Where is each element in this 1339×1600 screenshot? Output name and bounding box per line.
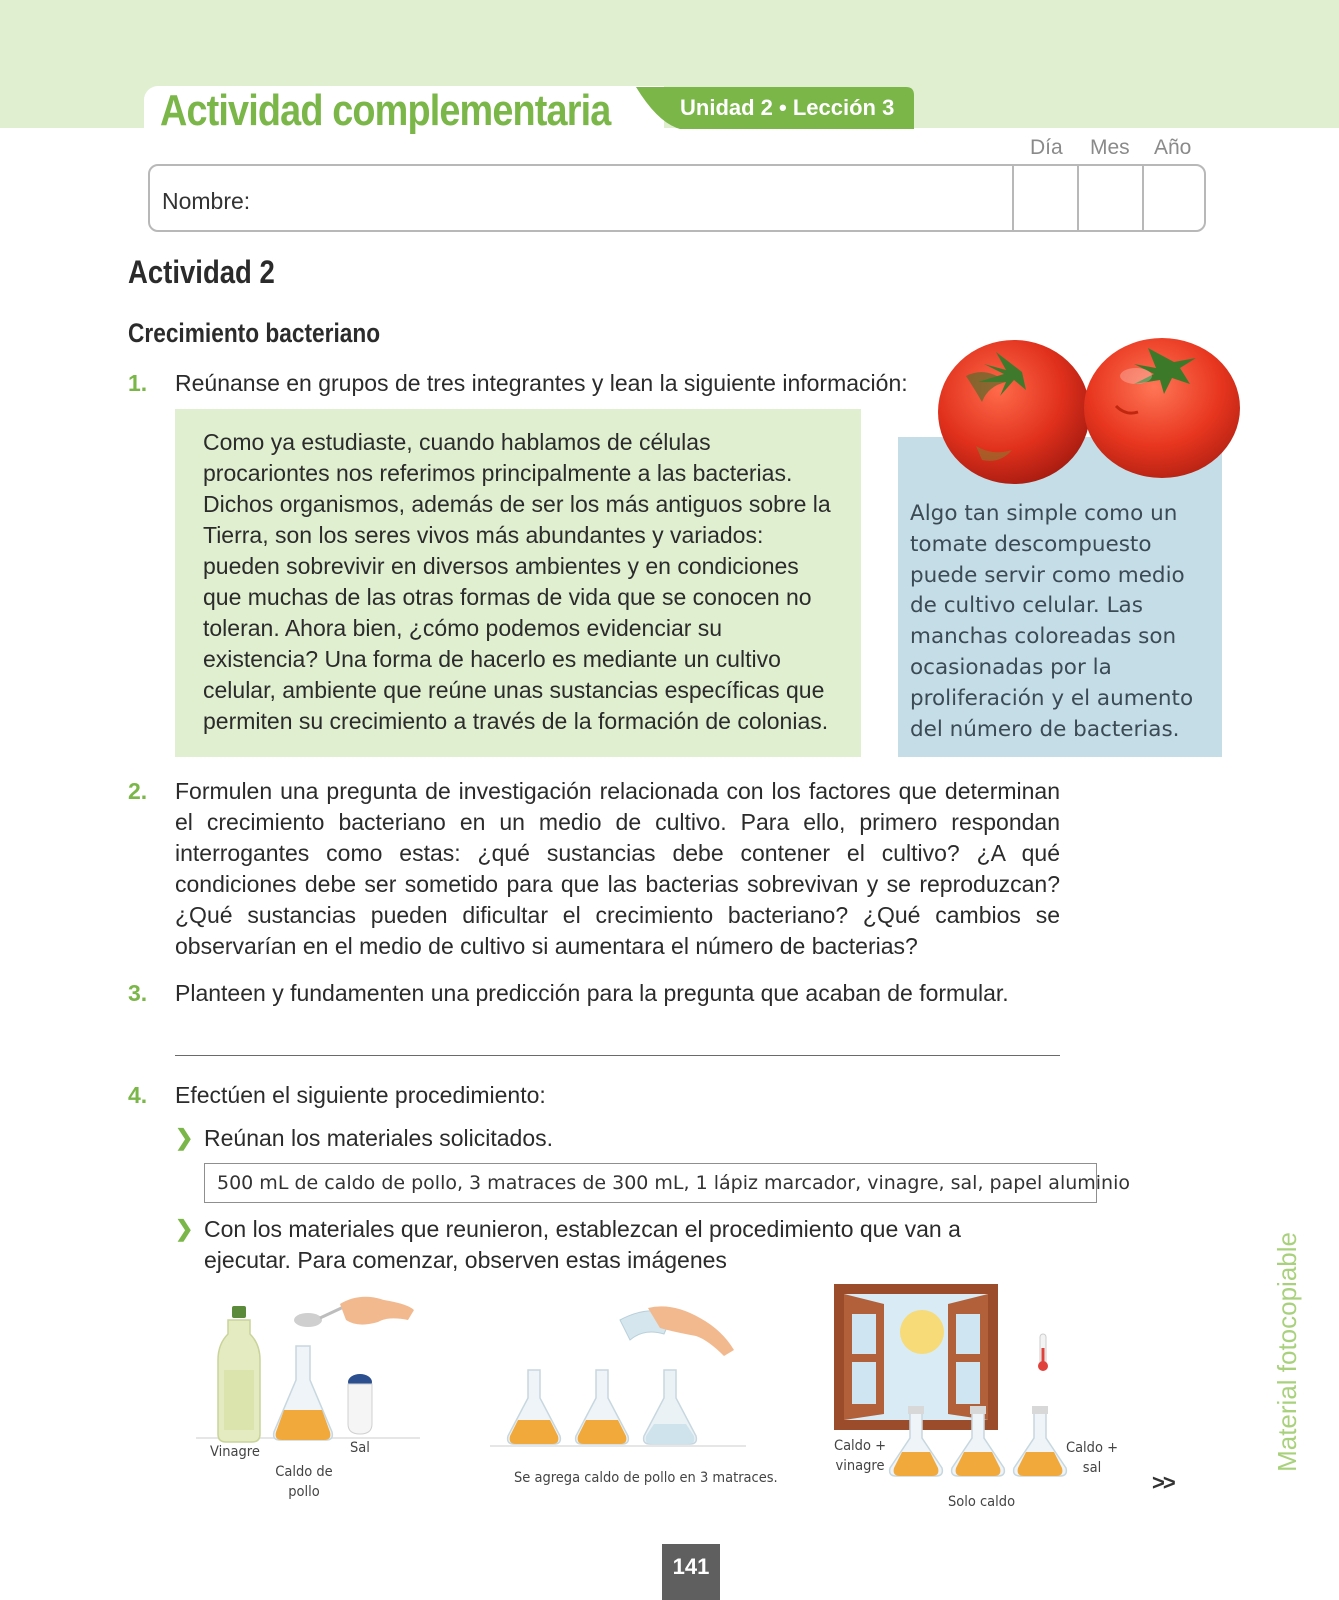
date-day-field[interactable]	[1012, 166, 1077, 230]
materials-box	[204, 1163, 1130, 1203]
caption-broth-only: Solo caldo	[948, 1494, 1016, 1510]
item-number-4: 4.	[128, 1082, 148, 1108]
name-label: Nombre:	[162, 188, 251, 214]
procedure-step-2: Con los materiales que reunieron, establezcan el procedimiento que van a ejecutar. Para comenzar, observen estas imágenes	[204, 1216, 961, 1273]
bullet-chevron-icon: ❯	[175, 1125, 194, 1150]
date-month-field[interactable]	[1077, 166, 1142, 230]
unit-badge	[636, 87, 914, 129]
figure-pouring-broth	[490, 1300, 778, 1510]
pouring-illustration	[490, 1300, 750, 1460]
caption-pouring: Se agrega caldo de pollo en 3 matraces.	[514, 1470, 778, 1486]
unit-lesson-label: Unidad 2 • Lección 3	[680, 95, 895, 120]
answer-line[interactable]	[175, 1055, 1060, 1056]
activity-subtitle: Crecimiento bacteriano	[128, 318, 381, 348]
item-number-1: 1.	[128, 370, 148, 396]
item-number-3: 3.	[128, 980, 148, 1006]
figure-window-flasks	[830, 1282, 1130, 1517]
figure-ingredients	[190, 1290, 440, 1510]
photocopiable-label: Material fotocopiable	[1272, 1232, 1302, 1472]
item-text-2: Formulen una pregunta de investigación relacionada con los factores que determinan el crecimiento bacteriano en un medio de cultivo. Para ello, primero respondan interrogantes como estas: ¿qué sustancias debe contener el cultivo? ¿A qué condiciones debe ser sometido para que las bacterias sobrevivan y se reproduzcan? ¿Qué sustancias pueden dificultar el crecimiento bacteriano? ¿Qué cambios se observarían en el medio de cultivo si aumentara el número de bacterias?	[175, 778, 1060, 959]
caption-broth: Caldo de pollo	[275, 1464, 333, 1500]
caption-salt: Sal	[350, 1440, 370, 1456]
item-number-2: 2.	[128, 778, 148, 804]
procedure-step-1: Reúnan los materiales solicitados.	[204, 1125, 554, 1151]
bullet-chevron-icon: ❯	[175, 1216, 194, 1241]
page-number: 141	[672, 1554, 710, 1579]
materials-text: 500 mL de caldo de pollo, 3 matraces de 300 mL, 1 lápiz marcador, vinagre, sal, papel aluminio	[217, 1172, 1130, 1194]
item-text-1: Reúnanse en grupos de tres integrantes y lean la siguiente información:	[175, 370, 908, 396]
page-number-box	[662, 1544, 720, 1600]
rotten-tomatoes-image	[936, 336, 1246, 488]
page-title: Actividad complementaria	[160, 86, 611, 135]
activity-title: Actividad 2	[128, 254, 275, 290]
info-box-text: Como ya estudiaste, cuando hablamos de células procariontes nos referimos principalmente a las bacterias. Dichos organismos, además de ser los más antiguos sobre la Tierra, son los seres vivos más abundantes y variados: pueden sobrevivir en diversos ambientes y en condiciones que muchas de las otras formas de vida que se conocen no toleran. Ahora bien, ¿cómo podemos evidenciar su existencia? Una forma de hacerlo es mediante un cultivo celular, ambiente que reúne unas sustancias específicas que permiten su crecimiento a través de la formación de colonias.	[203, 429, 831, 734]
name-field[interactable]	[148, 164, 1206, 232]
side-note-text: Algo tan simple como un tomate descompuesto puede servir como medio de cultivo celular. Las manchas coloreadas son ocasionadas por la proliferación y el aumento del número de bacterias.	[910, 501, 1194, 742]
date-label-month: Mes	[1090, 136, 1130, 159]
ingredients-illustration	[190, 1290, 440, 1460]
item-text-3: Planteen y fundamenten una predicción para la pregunta que acaban de formular.	[175, 980, 1009, 1006]
info-box	[175, 409, 861, 757]
item-text-4: Efectúen el siguiente procedimiento:	[175, 1082, 546, 1108]
continue-arrow-icon[interactable]: >>	[1152, 1470, 1174, 1495]
date-year-field[interactable]	[1142, 166, 1207, 230]
date-label-year: Año	[1154, 136, 1192, 159]
caption-broth-salt: Caldo + sal	[1065, 1440, 1119, 1476]
caption-vinegar: Vinagre	[210, 1444, 260, 1460]
date-label-day: Día	[1030, 136, 1063, 159]
caption-broth-vinegar: Caldo + vinagre	[833, 1438, 887, 1474]
